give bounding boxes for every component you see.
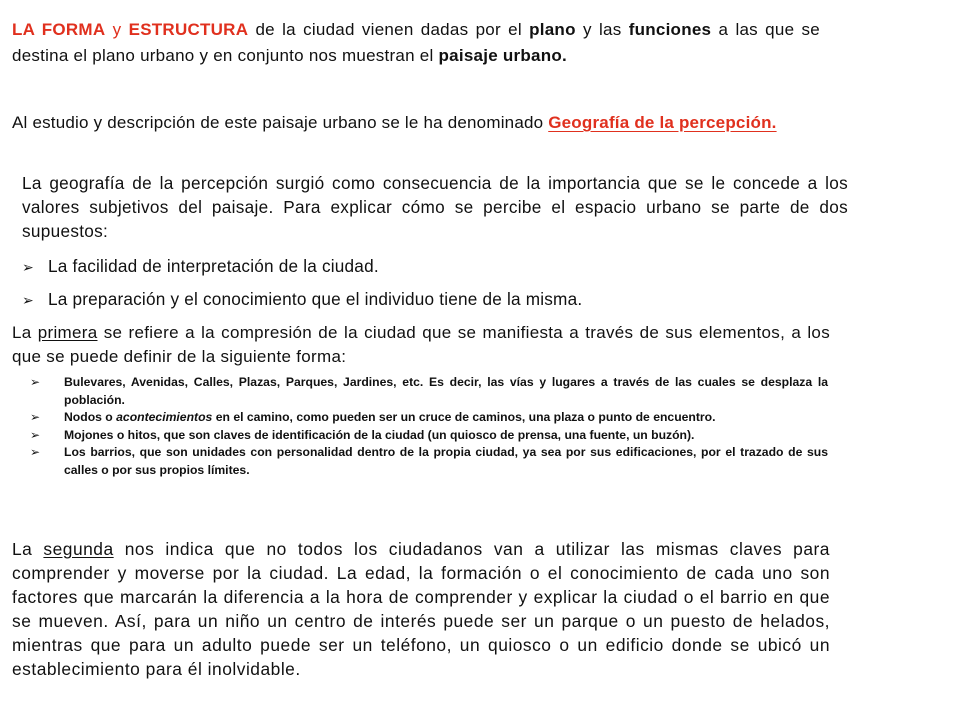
list-item-text: Los barrios, que son unidades con personalidad dentro de la propia ciudad, ya sea por sus edificaciones, por el trazado de sus calles o por sus propios límites. — [64, 445, 828, 477]
list-item-text-pre: Nodos o — [64, 410, 113, 424]
intro-text-3: a las que se destina el plano urbano y en conjunto nos muestran el — [12, 20, 820, 65]
term-la-forma: LA FORMA — [12, 20, 106, 39]
arrow-bullet-icon: ➢ — [22, 292, 34, 308]
percepcion-paragraph: La geografía de la percepción surgió como consecuencia de la importancia que se le concede a los valores subjetivos del paisaje. Para explicar cómo se percibe el espacio urbano se parte de dos supuestos: — [22, 173, 848, 241]
term-funciones: funciones — [628, 20, 712, 39]
arrow-bullet-icon: ➢ — [30, 410, 41, 424]
segunda-post: nos indica que no todos los ciudadanos van a utilizar las mismas claves para comprender y moverse por la ciudad. La edad, la formación o el conocimiento de cada uno son factores que marcarán la diferencia a la hora de comprender y explicar la ciudad o el barrio en que se mueven. Así, para un niño un centro de interés puede ser un parque o un puesto de helados, mientras que para un adulto puede ser un teléfono, un quiosco o un edificio donde se ubicó un establecimiento para él inolvidable. — [12, 539, 830, 679]
geografia-percepcion-link[interactable]: Geografía de la percepción. — [548, 113, 777, 132]
term-estructura: ESTRUCTURA — [128, 20, 249, 39]
list-item — [30, 409, 828, 427]
term-paisaje-urbano: paisaje urbano. — [438, 46, 567, 65]
term-plano: plano — [529, 20, 576, 39]
primera-pre: La — [12, 323, 32, 342]
supuesto-text: La facilidad de interpretación de la ciudad. — [48, 256, 379, 276]
segunda-paragraph — [12, 537, 830, 681]
primera-post: se refiere a la compresión de la ciudad que se manifiesta a través de sus elementos, a los que se puede definir de la siguiente forma: — [12, 323, 830, 366]
supuesto-item — [22, 287, 582, 312]
arrow-bullet-icon: ➢ — [30, 427, 41, 442]
intro-paragraph — [12, 17, 820, 69]
list-item-text-post: en el camino, como pueden ser un cruce de caminos, una plaza o punto de encuentro. — [215, 410, 716, 424]
segunda-pre: La — [12, 539, 33, 559]
supuesto-text: La preparación y el conocimiento que el individuo tiene de la misma. — [48, 289, 583, 309]
elementos-list — [30, 374, 828, 479]
list-item-text: Mojones o hitos, que son claves de identificación de la ciudad (un quiosco de prensa, una fuente, un buzón). — [64, 427, 695, 442]
primera-paragraph — [12, 321, 830, 369]
list-item — [30, 444, 828, 479]
intro-text-2: y las — [582, 20, 622, 39]
arrow-bullet-icon: ➢ — [30, 375, 41, 389]
arrow-bullet-icon: ➢ — [30, 445, 41, 459]
arrow-bullet-icon: ➢ — [22, 259, 34, 275]
intro-text-1: de la ciudad vienen dadas por el — [255, 20, 522, 39]
list-item — [30, 427, 828, 445]
primera-keyword: primera — [37, 323, 98, 342]
estudio-paragraph — [12, 108, 822, 138]
list-item — [30, 374, 828, 409]
segunda-keyword: segunda — [43, 539, 114, 559]
estudio-text: Al estudio y descripción de este paisaje urbano se le ha denominado — [12, 113, 544, 132]
supuesto-item — [22, 254, 379, 279]
conjunction-y: y — [112, 20, 122, 39]
list-item-text: Bulevares, Avenidas, Calles, Plazas, Parques, Jardines, etc. Es decir, las vías y lugares a través de las cuales se desplaza la población. — [64, 375, 828, 407]
list-item-italic: acontecimientos — [116, 410, 213, 424]
